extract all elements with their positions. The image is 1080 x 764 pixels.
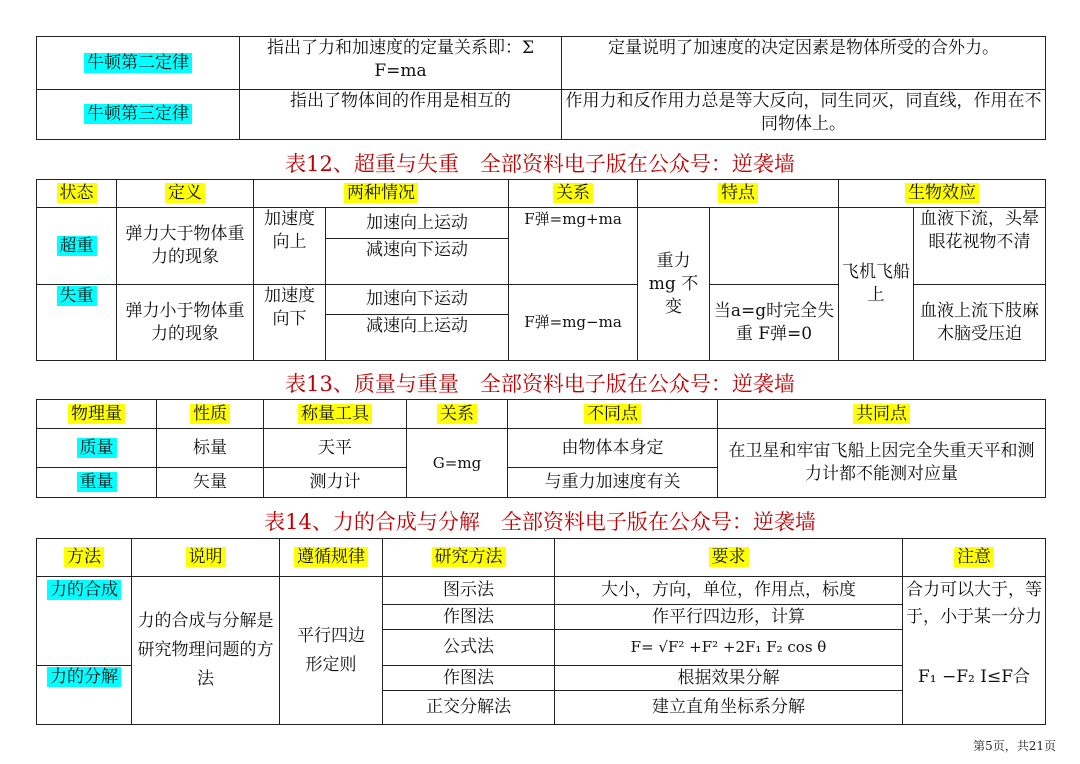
quantity-tool: 天平 xyxy=(264,429,407,468)
research-method: 正交分解法 xyxy=(383,691,555,725)
research-method: 公式法 xyxy=(383,630,555,666)
state-label: 超重 xyxy=(57,236,97,256)
column-header: 生物效应 xyxy=(905,183,979,203)
common-point: 在卫星和牢宙飞船上因完全失重天平和测力计都不能测对应量 xyxy=(718,429,1046,498)
column-header: 性质 xyxy=(190,404,230,424)
table-row xyxy=(37,208,1046,239)
force-composition-table xyxy=(36,538,1046,725)
requirement: 根据效果分解 xyxy=(555,666,903,691)
method-label: 力的合成 xyxy=(47,580,121,600)
case: 减速向上运动 xyxy=(326,315,509,361)
feature-weightless: 当a=g时完全失重 F弹=0 xyxy=(710,285,839,361)
column-header: 共同点 xyxy=(853,404,910,424)
column-header: 状态 xyxy=(57,183,97,203)
note: 合力可以大于，等于，小于某一分力 xyxy=(903,577,1046,666)
column-header: 研究方法 xyxy=(432,547,506,567)
overweight-weightless-table xyxy=(36,179,1046,361)
method-label: 力的分解 xyxy=(47,667,121,687)
accel-direction: 加速度向上 xyxy=(254,208,326,285)
note-formula: F₁ −F₂ I≤F合 xyxy=(903,666,1046,725)
table-header-row xyxy=(37,400,1046,429)
requirement: F= √F² +F² +2F₁ F₂ cos θ xyxy=(555,630,903,666)
table-row xyxy=(37,90,1046,140)
table14-title: 表14、力的合成与分解 全部资料电子版在公众号：逆袭墙 xyxy=(264,510,816,534)
table-row xyxy=(37,37,1046,90)
research-method: 图示法 xyxy=(383,577,555,605)
quantity-diff: 由物体本身定 xyxy=(508,429,718,468)
quantity-nature: 标量 xyxy=(157,429,264,468)
research-method: 作图法 xyxy=(383,605,555,630)
column-header: 关系 xyxy=(437,404,477,424)
state-label: 失重 xyxy=(57,286,97,306)
feature-gravity: 重力 mg 不变 xyxy=(638,208,710,361)
quantity-diff: 与重力加速度有关 xyxy=(508,468,718,498)
column-header: 不同点 xyxy=(584,404,641,424)
table13-title: 表13、质量与重量 全部资料电子版在公众号：逆袭墙 xyxy=(285,372,795,396)
research-method: 作图法 xyxy=(383,666,555,691)
table-header-row xyxy=(37,180,1046,208)
column-header: 说明 xyxy=(186,547,226,567)
column-header: 关系 xyxy=(553,183,593,203)
quantity-nature: 矢量 xyxy=(157,468,264,498)
requirement: 建立直角坐标系分解 xyxy=(555,691,903,725)
case: 减速向下运动 xyxy=(326,239,509,285)
requirement: 作平行四边形，计算 xyxy=(555,605,903,630)
table-row xyxy=(37,577,1046,605)
bio-effect: 血液上流下肢麻木脑受压迫 xyxy=(914,285,1046,361)
relation: F弹=mg+ma xyxy=(509,208,638,285)
column-header: 要求 xyxy=(709,547,749,567)
table12-title: 表12、超重与失重 全部资料电子版在公众号：逆袭墙 xyxy=(285,152,795,176)
law-name: 牛顿第三定律 xyxy=(84,104,192,124)
column-header: 特点 xyxy=(718,183,758,203)
law-name: 牛顿第二定律 xyxy=(84,53,192,73)
bio-effect: 血液下流，头晕眼花视物不清 xyxy=(914,208,1046,285)
case: 加速向下运动 xyxy=(326,285,509,315)
table-row xyxy=(37,429,1046,468)
case: 加速向上运动 xyxy=(326,208,509,239)
column-header: 注意 xyxy=(954,547,994,567)
column-header: 两种情况 xyxy=(344,183,418,203)
law-note: 定量说明了加速度的决定因素是物体所受的合外力。 xyxy=(562,37,1046,90)
column-header: 方法 xyxy=(64,547,104,567)
description: 力的合成与分解是研究物理问题的方法 xyxy=(132,577,280,725)
law-note: 作用力和反作用力总是等大反向，同生同灭，同直线，作用在不同物体上。 xyxy=(562,90,1046,140)
column-header: 定义 xyxy=(165,183,205,203)
column-header: 称量工具 xyxy=(298,404,372,424)
quantity-name: 质量 xyxy=(77,438,117,458)
definition: 弹力小于物体重力的现象 xyxy=(117,285,254,361)
column-header: 物理量 xyxy=(68,404,125,424)
accel-direction: 加速度向下 xyxy=(254,285,326,361)
feature-spaceship: 飞机飞船上 xyxy=(839,208,914,361)
relation: F弹=mg−ma xyxy=(509,285,638,361)
relation: G=mg xyxy=(407,429,508,498)
requirement: 大小，方向，单位，作用点，标度 xyxy=(555,577,903,605)
table-header-row xyxy=(37,539,1046,577)
page-number: 第5页，共21页 xyxy=(973,739,1056,753)
rule: 平行四边形定则 xyxy=(280,577,383,725)
newton-laws-table xyxy=(36,36,1046,140)
mass-weight-table xyxy=(36,399,1046,498)
column-header: 遵循规律 xyxy=(294,547,368,567)
law-content: 指出了物体间的作用是相互的 xyxy=(240,90,562,140)
quantity-tool: 测力计 xyxy=(264,468,407,498)
definition: 弹力大于物体重力的现象 xyxy=(117,208,254,285)
law-content: 指出了力和加速度的定量关系即：Σ F=ma xyxy=(240,37,562,90)
quantity-name: 重量 xyxy=(77,472,117,492)
